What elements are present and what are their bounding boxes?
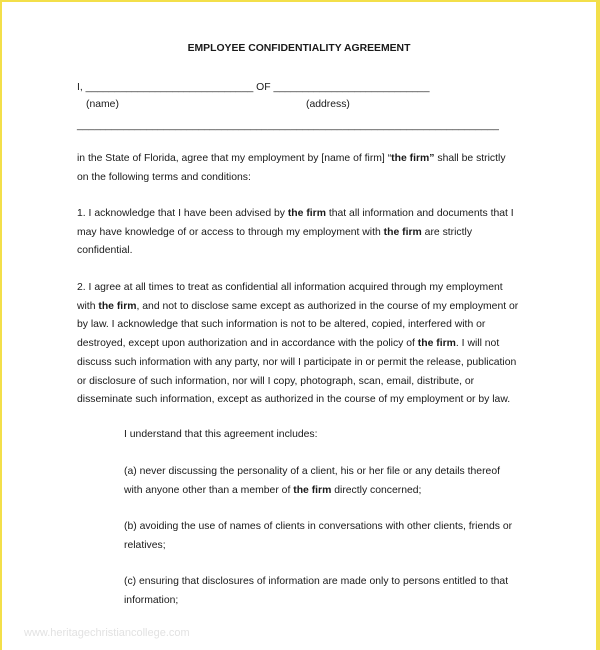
includes-heading [124, 426, 544, 445]
firm-term: the firm [287, 208, 326, 219]
clause-text: with [77, 300, 99, 312]
address-caption: (address) [306, 99, 350, 110]
clause-2 [77, 279, 537, 410]
firm-term: the firm [383, 226, 422, 238]
clause-text: are strictly [421, 226, 473, 238]
firm-term: the firm [98, 300, 137, 312]
clause-text: 2. I agree at all times to treat as confidential all information acquired through my employment [77, 282, 503, 293]
item-text: information; [124, 594, 179, 606]
name-address-line: I, _____________________________ OF ___________________________ [77, 82, 430, 93]
clause-text: discuss such information with any party, nor will I participate in or permit the release, publication [77, 356, 517, 368]
clause-text: , and not to disclose same except as authorized in the course of my employment or [136, 300, 519, 312]
clause-text: or disclosure of such information, nor will I copy, photograph, scan, email, distribute, or [77, 375, 475, 387]
clause-text: 1. I acknowledge that I have been advised by [77, 208, 288, 219]
name-caption: (name) [86, 99, 119, 110]
clause-text: by law. I acknowledge that such information is not to be altered, copied, interfered with or [77, 319, 486, 331]
firm-term: the firm” [391, 153, 435, 164]
item-text: (c) ensuring that disclosures of information are made only to persons entitled to that [124, 576, 509, 587]
item-b [124, 518, 544, 555]
document-page [2, 2, 596, 650]
clause-text: may have knowledge of or access to through my employment with [77, 226, 384, 238]
blank-rule-line: _________________________________________________________________________ [77, 120, 499, 131]
item-text: (a) never discussing the personality of a client, his or her file or any details thereof [124, 466, 500, 477]
item-text: directly concerned; [331, 484, 422, 496]
document-title: EMPLOYEE CONFIDENTIALITY AGREEMENT [187, 43, 411, 54]
firm-term: the firm [417, 338, 456, 350]
watermark: www.heritagechristiancollege.com [24, 627, 190, 639]
item-text: with anyone other than a member of [124, 484, 294, 496]
item-c [124, 573, 544, 610]
clause-text: disseminate such information, except as authorized in the course of my employment or by law. [77, 394, 511, 406]
clause-1 [77, 205, 537, 261]
intro-paragraph [77, 150, 537, 187]
intro-text: in the State of Florida, agree that my employment by [name of firm] “ [77, 153, 392, 164]
clause-text: . I will not [455, 338, 500, 350]
clause-text: that all information and documents that I [325, 208, 514, 219]
firm-term: the firm [293, 484, 332, 496]
item-text: (b) avoiding the use of names of clients in conversations with other clients, friends or [124, 521, 513, 532]
intro-text: shall be strictly [434, 153, 506, 164]
clause-text: destroyed, except upon authorization and in accordance with the policy of [77, 338, 418, 350]
clause-text: confidential. [77, 245, 133, 257]
item-text: relatives; [124, 539, 166, 551]
intro-text: on the following terms and conditions: [77, 171, 251, 183]
item-a [124, 463, 544, 500]
includes-heading-text: I understand that this agreement includes: [124, 429, 318, 440]
